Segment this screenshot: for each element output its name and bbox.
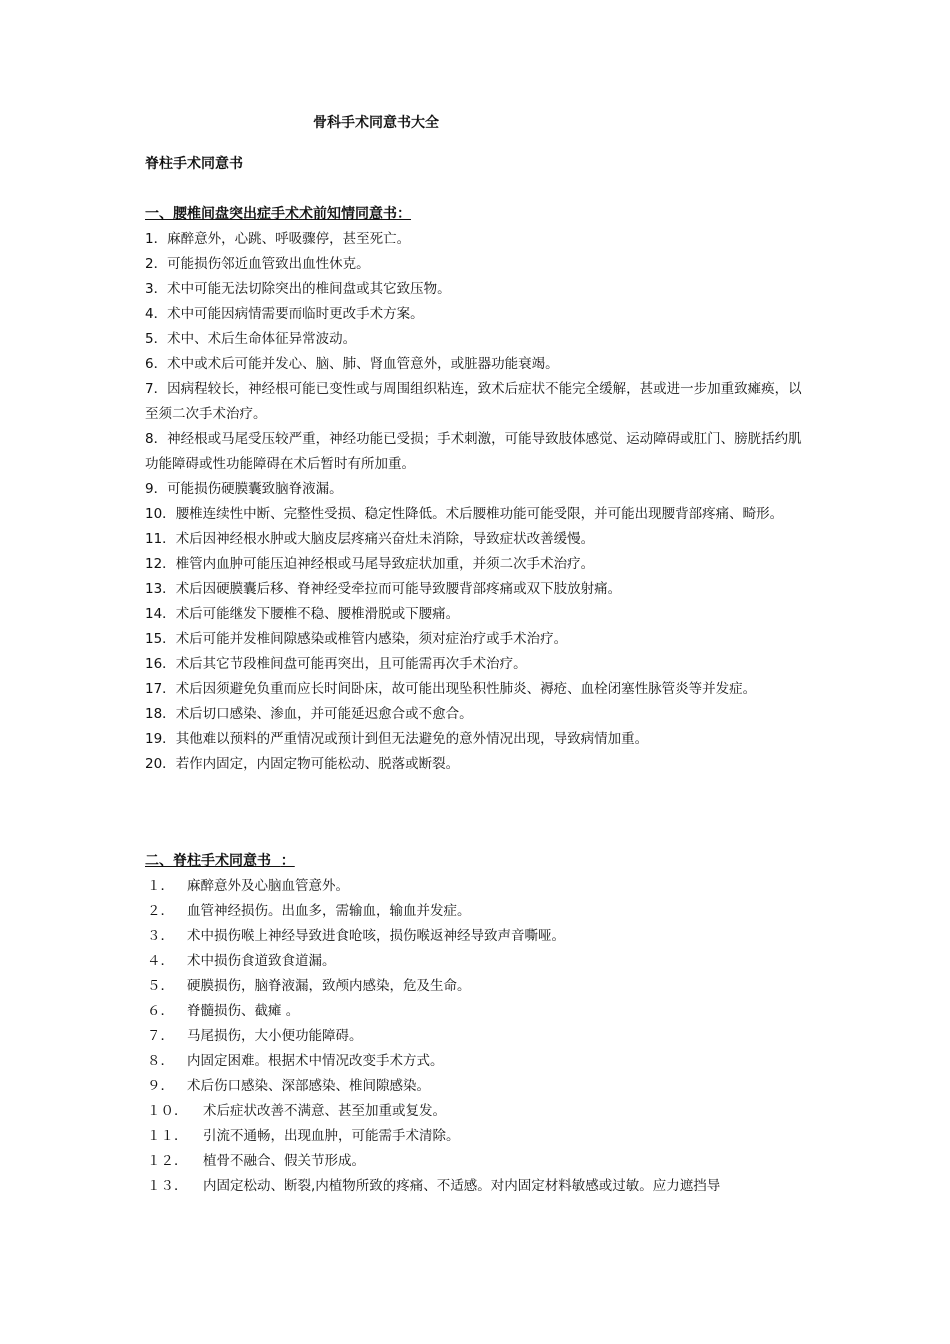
list-item: ４． 术中损伤食道致食道漏。 — [147, 953, 336, 969]
list-item: 16．术后其它节段椎间盘可能再突出，且可能需再次手术治疗。 — [145, 656, 527, 672]
list-item: １２． 植骨不融合、假关节形成。 — [147, 1153, 365, 1169]
list-item: ３． 术中损伤喉上神经导致进食呛咳，损伤喉返神经导致声音嘶哑。 — [147, 928, 565, 944]
list-item: 7．因病程较长，神经根可能已变性或与周围组织粘连，致术后症状不能完全缓解，甚或进一步加重致瘫痪，以至须二次手术治疗。 — [145, 381, 802, 422]
list-item: 8．神经根或马尾受压较严重，神经功能已受损；手术刺激，可能导致肢体感觉、运动障碍或肛门、膀胱括约肌功能障碍或性功能障碍在术后暂时有所加重。 — [145, 431, 802, 472]
list-item: ９． 术后伤口感染、深部感染、椎间隙感染。 — [147, 1078, 430, 1094]
list-item: 14．术后可能继发下腰椎不稳、腰椎滑脱或下腰痛。 — [145, 606, 460, 622]
item-list — [145, 874, 815, 1199]
list-item: １． 麻醉意外及心脑血管意外。 — [147, 878, 349, 894]
list-item: 11．术后因神经根水肿或大脑皮层疼痛兴奋灶未消除，导致症状改善缓慢。 — [145, 531, 595, 547]
list-item: １３． 内固定松动、断裂,内植物所致的疼痛、不适感。对内固定材料敏感或过敏。应力遮挡导 — [147, 1178, 721, 1194]
document-subtitle: 脊柱手术同意书 — [145, 156, 243, 172]
list-item: ８． 内固定困难。根据术中情况改变手术方式。 — [147, 1053, 444, 1069]
list-item: 3．术中可能无法切除突出的椎间盘或其它致压物。 — [145, 281, 451, 297]
item-list — [145, 227, 815, 777]
list-item: 6．术中或术后可能并发心、脑、肺、肾血管意外，或脏器功能衰竭。 — [145, 356, 559, 372]
list-item: 18．术后切口感染、渗血，并可能延迟愈合或不愈合。 — [145, 706, 473, 722]
list-item: ６． 脊髓损伤、截瘫 。 — [147, 1003, 300, 1019]
list-item: １１． 引流不通畅，出现血肿，可能需手术清除。 — [147, 1128, 460, 1144]
list-item: 10．腰椎连续性中断、完整性受损、稳定性降低。术后腰椎功能可能受限，并可能出现腰背部疼痛、畸形。 — [145, 506, 784, 522]
section-heading: 二、脊柱手术同意书 ： — [145, 853, 295, 869]
list-item: 5．术中、术后生命体征异常波动。 — [145, 331, 357, 347]
list-item: 12．椎管内血肿可能压迫神经根或马尾导致症状加重，并须二次手术治疗。 — [145, 556, 595, 572]
list-item: 13．术后因硬膜囊后移、脊神经受牵拉而可能导致腰背部疼痛或双下肢放射痛。 — [145, 581, 622, 597]
list-item: ２． 血管神经损伤。出血多，需输血，输血并发症。 — [147, 903, 471, 919]
section-heading: 一、腰椎间盘突出症手术术前知情同意书： — [145, 206, 411, 222]
list-item: 2．可能损伤邻近血管致出血性休克。 — [145, 256, 370, 272]
list-item: ５． 硬膜损伤，脑脊液漏，致颅内感染，危及生命。 — [147, 978, 471, 994]
section-spine-surgery-consent — [145, 849, 815, 1199]
list-item: 19．其他难以预料的严重情况或预计到但无法避免的意外情况出现，导致病情加重。 — [145, 731, 649, 747]
list-item: ７． 马尾损伤，大小便功能障碍。 — [147, 1028, 363, 1044]
document-title: 骨科手术同意书大全 — [313, 115, 439, 131]
list-item: 20．若作内固定，内固定物可能松动、脱落或断裂。 — [145, 756, 460, 772]
list-item: 9．可能损伤硬膜囊致脑脊液漏。 — [145, 481, 343, 497]
list-item: 1．麻醉意外，心跳、呼吸骤停，甚至死亡。 — [145, 231, 411, 247]
section-lumbar-disc-consent — [145, 202, 815, 777]
list-item: １０． 术后症状改善不满意、甚至加重或复发。 — [147, 1103, 446, 1119]
list-item: 4．术中可能因病情需要而临时更改手术方案。 — [145, 306, 424, 322]
list-item: 15．术后可能并发椎间隙感染或椎管内感染，须对症治疗或手术治疗。 — [145, 631, 568, 647]
list-item: 17．术后因须避免负重而应长时间卧床，故可能出现坠积性肺炎、褥疮、血栓闭塞性脉管炎等并发症。 — [145, 681, 757, 697]
